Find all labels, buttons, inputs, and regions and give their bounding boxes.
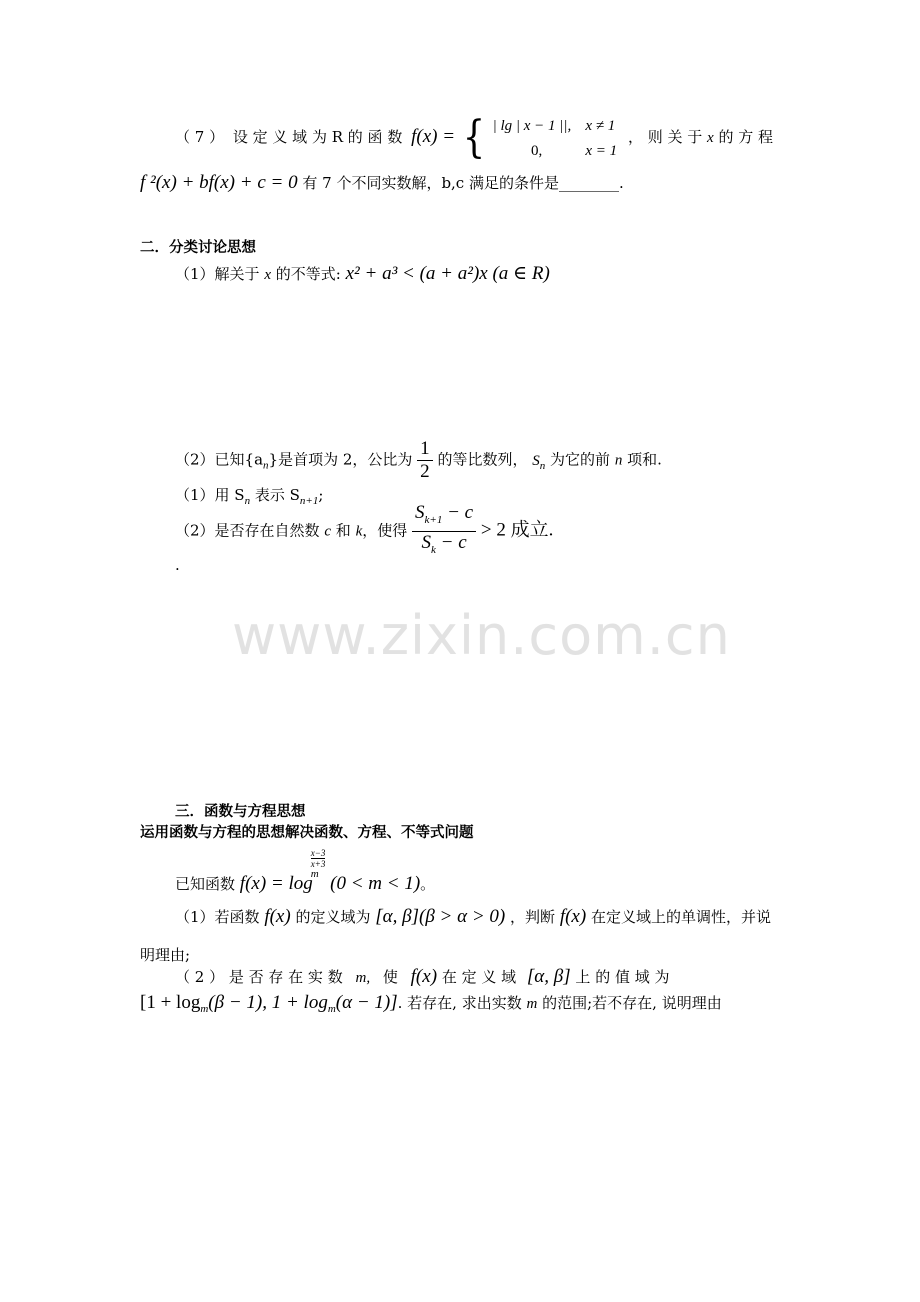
s3-q1-e: ，判断 [510, 908, 556, 926]
s3-subheading: 运用函数与方程的思想解决函数、方程、不等式问题 [140, 825, 474, 841]
s3-q2-d: f(x) [410, 966, 438, 987]
s2-problem1 [175, 262, 550, 285]
s2-p2-frac-num: 1 [417, 438, 433, 461]
s3-q2-c: 使 [382, 968, 398, 986]
s3-q1-b: f(x) [264, 906, 291, 927]
q7-case1-cond: x ≠ 1 [585, 118, 616, 134]
s3-intro-b: (0 < m < 1) [330, 873, 421, 894]
s2-sub2-d: > 2 成立. [480, 519, 554, 541]
s3-q1-d: [α, β](β > α > 0) [375, 906, 506, 927]
s2-sub1-b: 表示 S [254, 486, 300, 504]
q7-text-d: 有 7 个不同实数解，b,c 满足的条件是________. [302, 174, 624, 192]
s3-intro-func: f(x) = log [239, 873, 313, 894]
q7-text-a: 设 定 义 域 为 R 的 函 数 [232, 128, 403, 146]
s3-q2-k: . 若存在, 求出实数 [397, 994, 522, 1012]
s2-sub2-den: S [421, 531, 431, 553]
s3-q2-f: [α, β] [526, 966, 571, 987]
q7-line2 [140, 172, 624, 194]
q7-function: f(x) = [411, 126, 456, 147]
s3-q2-m: 的范围;若不存在, 说明理由 [542, 994, 722, 1012]
s3-q2-line1 [175, 966, 670, 988]
q7-text-c: 的 方 程 [718, 128, 774, 146]
s2-p1-text: 的不等式: [275, 265, 341, 283]
q7-text-b: ， 则 关 于 [627, 128, 703, 146]
s2-sub1-a: （1）用 S [175, 486, 245, 504]
q7-case2-cond: x = 1 [585, 143, 618, 159]
s3-q2-e: 在 定 义 域 [441, 968, 517, 986]
s3-intro-exp-den: x+3 [310, 859, 326, 869]
s2-sub2-c: ，使得 [362, 521, 408, 540]
s3-q1-f: f(x) [559, 906, 587, 927]
s3-q1-line2: 明理由; [140, 946, 191, 964]
s2-problem2: （2）已知$\{a_n\}$是首项为 2，公比为 $\frac{1}{2}$ 的等比数列， $S_n$ 为它的前 n 项和. [175, 438, 662, 482]
s2-sub1: （1）用 $S_n$ 表示 $S_{n+1}$; [175, 486, 324, 507]
s2-dot: . [175, 556, 180, 574]
s2-p1-inequality: x² + a³ < (a + a²)x (a ∈ R) [345, 263, 550, 284]
s2-p2-c: 的等比数列， [437, 450, 528, 469]
q7-brace: { [462, 112, 486, 163]
s2-heading: 二．分类讨论思想 [140, 240, 256, 256]
s3-q2-g: 上 的 值 域 为 [575, 968, 670, 986]
q7-var: x [707, 130, 714, 146]
s3-q2-b: m, [355, 970, 371, 986]
s2-sub2-a: （2）是否存在自然数 [175, 521, 320, 540]
s2-p2-d: 为它的前 [550, 450, 611, 469]
s2-p2-frac-den: 2 [420, 461, 430, 482]
q7-line1 [175, 113, 773, 163]
s3-intro-exp-num: x−3 [310, 848, 326, 858]
s2-sub2: （2）是否存在自然数 c 和 k，使得 $\frac{S_{k+1} - c}{S_k - c}$ > 2 成立. [175, 502, 553, 561]
q7-case2-expr: 0, [530, 143, 543, 159]
s3-q2-h: [1 + log [140, 992, 201, 1013]
s2-p2-fraction [417, 438, 433, 483]
s2-p2-e: 项和. [627, 450, 662, 469]
s3-heading: 三．函数与方程思想 [175, 804, 306, 820]
s3-q1-g: 在定义域上的单调性，并说 [590, 908, 771, 926]
s2-sub1-c: ; [318, 486, 324, 504]
s3-q2-i: (β − 1), 1 + log [208, 992, 328, 1013]
s2-p1-label: （1）解关于 [175, 265, 260, 283]
watermark: www.zixin.com.cn [232, 604, 731, 667]
s2-p2-a: （2）已知{a [175, 450, 264, 469]
s3-q2-line2: [$1 + \log_m(\beta - 1)$, $1 + \log_m(\alpha - 1)$]. 若存在, 求出实数 m 的范围;若不存在, 说明理由 [140, 992, 722, 1015]
s3-q2-j: (α − 1)] [335, 992, 398, 1013]
s2-p2-b: }是首项为 2，公比为 [268, 450, 413, 469]
s3-intro: 已知函数 f(x) = log x−3 x+3 m (0 < m < 1)。 [175, 848, 436, 894]
q7-equation: f ²(x) + bf(x) + c = 0 [140, 172, 298, 193]
q7-number: （ 7 ） [175, 128, 225, 146]
s3-q1-line1 [175, 906, 771, 928]
s3-intro-a: 已知函数 [175, 875, 236, 893]
s3-q2-a: （ 2 ） 是 否 存 在 实 数 [175, 968, 343, 986]
s2-sub2-num: S [415, 502, 425, 523]
s3-q2-l: m [526, 996, 538, 1012]
q7-case1-expr: | lg | x − 1 ||, [492, 118, 572, 134]
s2-sub2-fraction: $\frac{S_{k+1} - c}{S_k - c}$ [412, 502, 476, 561]
s2-sub2-b: 和 [335, 521, 351, 540]
s3-intro-c: 。 [420, 875, 436, 893]
s3-q1-a: （1）若函数 [175, 908, 260, 926]
q7-cases [493, 113, 618, 163]
s3-q1-c: 的定义域为 [295, 908, 371, 926]
s2-p1-var: x [264, 267, 271, 283]
